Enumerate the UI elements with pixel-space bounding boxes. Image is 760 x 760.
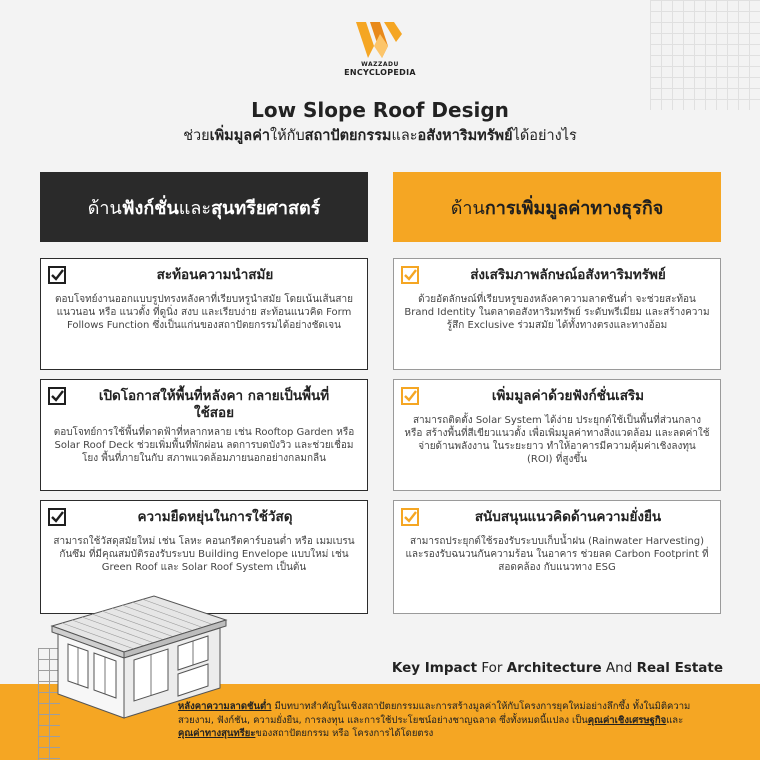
brand-logo (0, 20, 760, 77)
card-sustainability (393, 500, 721, 614)
brand-subname: ENCYCLOPEDIA (344, 68, 416, 77)
card-added-function (393, 379, 721, 491)
card-title: ความยืดหยุ่นในการใช้วัสดุ (137, 509, 293, 525)
card-body: ด้วยอัตลักษณ์ที่เรียบหรูของหลังคาความลาดชันต่ำ จะช่วยสะท้อน Brand Identity ในตลาดอสังหาริมทรัพย์ ระดับพรีเมียม และสร้างความรู้สึก Exclusive ร่วมสมัย ได้ทั้งทางตรงและทางอ้อม (404, 294, 710, 331)
card-property-image (393, 258, 721, 370)
left-column-header: ด้านฟังก์ชั่นและสุนทรียศาสตร์ (40, 172, 368, 242)
page-subtitle: ช่วยเพิ่มมูลค่าให้กับสถาปัตยกรรมและอสังหาริมทรัพย์ได้อย่างไร (183, 128, 577, 144)
summary-paragraph: หลังคาความลาดชันต่ำ มีบทบาทสำคัญในเชิงสถาปัตยกรรมและการสร้างมูลค่าให้กับโครงการยุคใหม่อย่างลึกซึ้ง ทั้งในมิติความสวยงาม, ฟังก์ชัน, ความยั่งยืน, การลงทุน และการใช้ประโยชน์อย่างชาญฉลาด ซึ่งทั้งหมดนี้แปลง เป็นคุณค่าเชิงเศรษฐกิจและคุณค่าทางสุนทรียะของสถาปัตยกรรม หรือ โครงการได้โดยตรง (178, 701, 691, 739)
wazzadu-w-icon (354, 20, 406, 60)
card-title: ส่งเสริมภาพลักษณ์อสังหาริมทรัพย์ (470, 267, 666, 283)
card-modern-reflection (40, 258, 368, 370)
checkbox-icon (401, 266, 419, 284)
card-body: สามารถใช้วัสดุสมัยใหม่ เช่น โลหะ คอนกรีตคาร์บอนต่ำ หรือ เมมเบรนกันซึม ที่มีคุณสมบัติรองรับระบบ Building Envelope แบบใหม่ เช่น Green Roof และ Solar Roof System เป็นต้น (53, 536, 355, 573)
checkbox-icon (401, 508, 419, 526)
checkbox-icon (48, 508, 66, 526)
card-title: สะท้อนความนำสมัย (156, 267, 274, 283)
card-body: ตอบโจทย์งานออกแบบรูปทรงหลังคาที่เรียบหรูนำสมัย โดยเน้นเส้นสายแนวนอน หรือ แนวตั้ง ที่ดูนิ่ง สงบ และเรียบง่าย สะท้อนแนวคิด Form Follows Function ซึ่งเป็นแก่นของสถาปัตยกรรมได้อย่างชัดเจน (54, 294, 354, 331)
card-body: ตอบโจทย์การใช้พื้นที่ดาดฟ้าที่หลากหลาย เช่น Rooftop Garden หรือ Solar Roof Deck ช่วยเพิ่มพื้นที่พักผ่อน ลดการบดบังวิว และช่วยเชื่อมโยง พื้นที่ภายในกับ สภาพแวดล้อมภายนอกอย่างกลมกลืน (53, 427, 355, 464)
card-title: เปิดโอกาสให้พื้นที่หลังคา กลายเป็นพื้นที่ใช้สอย (98, 388, 330, 421)
card-body: สามารถประยุกต์ใช้รองรับระบบเก็บน้ำฝน (Rainwater Harvesting) และรองรับฉนวนกันความร้อน ในอาคาร ช่วยลด Carbon Footprint ที่สอดคล้อง กับแนวทาง ESG (405, 536, 709, 573)
right-column-header: ด้านการเพิ่มมูลค่าทางธุรกิจ (393, 172, 721, 242)
checkbox-icon (48, 266, 66, 284)
brand-name: WAZZADU (361, 61, 399, 68)
checkbox-icon (48, 387, 66, 405)
card-title: สนับสนุนแนวคิดด้านความยั่งยืน (474, 509, 662, 525)
card-title: เพิ่มมูลค่าด้วยฟังก์ชั่นเสริม (491, 388, 645, 404)
card-roof-usable-space (40, 379, 368, 491)
page-title: Low Slope Roof Design (251, 98, 509, 122)
checkbox-icon (401, 387, 419, 405)
card-body: สามารถติดตั้ง Solar System ได้ง่าย ประยุกต์ใช้เป็นพื้นที่ส่วนกลาง หรือ สร้างพื้นที่สีเขียวแนวตั้ง เพื่อเพิ่มมูลค่าทางสิ่งแวดล้อม และลดค่าใช้จ่ายด้านพลังงาน ในระยะยาว ทำให้อาคารมีความคุ้มค่าเชิงลงทุน (ROI) ที่สูงขึ้น (404, 415, 710, 465)
key-impact-heading: Key Impact For Architecture And Real Estate (391, 660, 723, 676)
